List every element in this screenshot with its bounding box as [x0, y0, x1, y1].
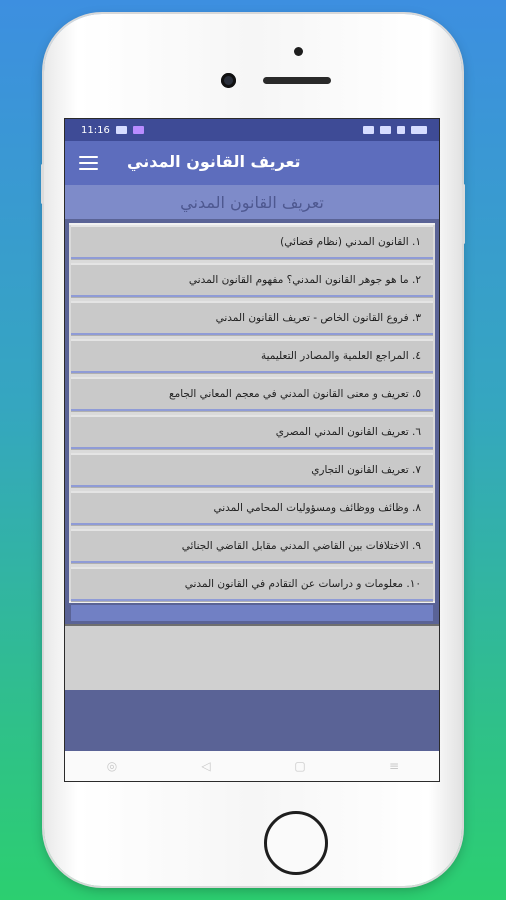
volume-button	[41, 164, 44, 204]
list-item[interactable]: ٦. تعريف القانون المدني المصري	[71, 415, 433, 449]
home-button[interactable]	[264, 811, 328, 875]
app-title: تعريف القانون المدني	[127, 152, 301, 171]
list-footer	[71, 605, 433, 621]
list-item[interactable]: ٣. فروع القانون الخاص - تعريف القانون المدني	[71, 301, 433, 335]
topic-list-container	[69, 223, 435, 603]
back-button[interactable]: ◁	[201, 759, 211, 773]
wifi-icon	[397, 126, 405, 134]
recents-button[interactable]: ≡	[388, 759, 400, 773]
status-time: 11:16	[81, 124, 110, 136]
content-spacer	[65, 624, 440, 690]
list-item[interactable]: ١. القانون المدني (نظام قضائي)	[71, 225, 433, 259]
battery-icon	[411, 126, 427, 134]
status-bar	[65, 119, 439, 141]
app-bar	[65, 141, 439, 185]
list-item[interactable]: ٨. وظائف ووظائف ومسؤوليات المحامي المدني	[71, 491, 433, 525]
network-icon	[363, 126, 374, 134]
list-item[interactable]: ٢. ما هو جوهر القانون المدني؟ مفهوم القانون المدني	[71, 263, 433, 297]
message-icon	[116, 126, 127, 134]
phone-screen	[64, 118, 440, 782]
earpiece-speaker	[263, 77, 331, 84]
list-item[interactable]: ١٠. معلومات و دراسات عن التقادم في القانون المدني	[71, 567, 433, 601]
proximity-sensor	[294, 47, 303, 56]
system-nav-bar	[65, 751, 440, 781]
front-camera	[221, 73, 236, 88]
topic-list	[69, 225, 435, 601]
section-header: تعريف القانون المدني	[65, 185, 439, 219]
home-nav-button[interactable]: ▢	[294, 759, 306, 773]
bottom-band	[65, 690, 440, 752]
assist-button[interactable]: ◎	[106, 759, 118, 773]
hamburger-menu-icon[interactable]	[79, 156, 98, 170]
power-button	[462, 184, 465, 244]
list-item[interactable]: ٧. تعريف القانون التجاري	[71, 453, 433, 487]
list-item[interactable]: ٩. الاختلافات بين القاضي المدني مقابل القاضي الجنائي	[71, 529, 433, 563]
list-item[interactable]: ٤. المراجع العلمية والمصادر التعليمية	[71, 339, 433, 373]
signal-icon	[380, 126, 391, 134]
list-item[interactable]: ٥. تعريف و معنى القانون المدني في معجم المعاني الجامع	[71, 377, 433, 411]
image-icon	[133, 126, 144, 134]
